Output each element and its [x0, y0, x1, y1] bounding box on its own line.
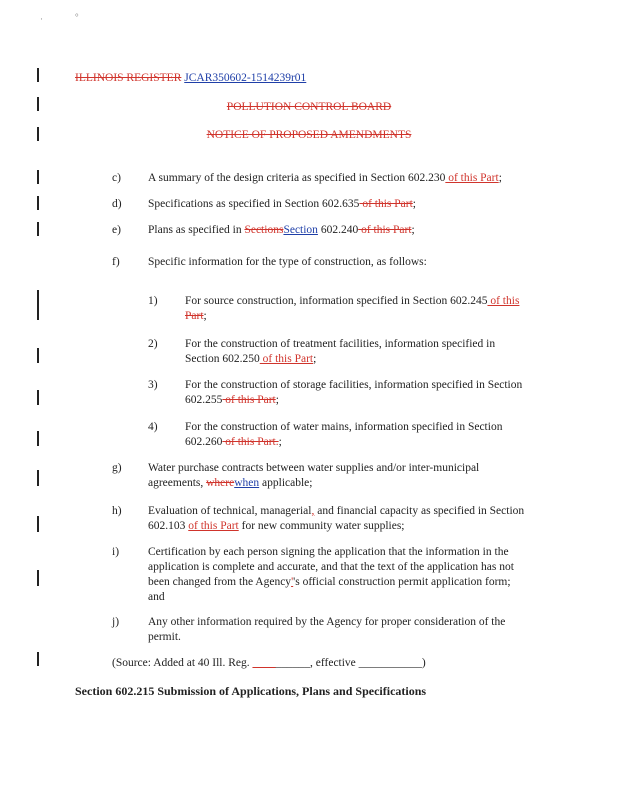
text-run: Plans as specified in — [148, 224, 245, 236]
deleted-text: of this Part — [359, 198, 413, 210]
source-note: (Source: Added at 40 Ill. Reg. __________, effective ___________) — [112, 657, 426, 669]
text-run: for new community water supplies; — [238, 520, 405, 532]
text-run: 602.260 — [185, 436, 223, 448]
register-header — [75, 71, 306, 86]
item-text-line — [148, 476, 312, 491]
item-text-line — [185, 294, 519, 309]
item-text-line — [148, 575, 511, 590]
item-label: g) — [112, 462, 122, 474]
scan-mark: · — [40, 14, 43, 24]
item-text-line — [148, 223, 415, 238]
inserted-text: of this Part — [188, 520, 239, 532]
text-run: permit. — [148, 631, 181, 643]
item-label: 4) — [148, 421, 158, 433]
deleted-text: where — [206, 477, 235, 489]
text-run: Specific information for the type of construction, as follows: — [148, 256, 427, 268]
change-bar — [37, 390, 39, 405]
item-text-line — [185, 393, 279, 408]
change-bar — [37, 290, 39, 320]
text-run: ; — [498, 172, 502, 184]
item-label: 2) — [148, 338, 158, 350]
change-bar — [37, 516, 39, 532]
inserted-text: ' — [291, 576, 294, 588]
text-run: applicable; — [259, 477, 313, 489]
item-label: d) — [112, 198, 122, 210]
item-text-line — [185, 352, 316, 367]
item-text-line — [185, 420, 502, 435]
item-label: 3) — [148, 379, 158, 391]
register-inserted: JCAR350602-1514239r01 — [184, 72, 307, 84]
text-run: been changed from the Agency — [148, 576, 292, 588]
deleted-text: Sections — [244, 224, 284, 236]
item-text-line — [185, 337, 495, 352]
text-run: ; — [411, 224, 415, 236]
item-text-line — [185, 378, 522, 393]
text-run: For the construction of storage facilities, information specified in Section — [185, 379, 523, 391]
text-run: 602.255 — [185, 394, 223, 406]
inserted-text: of this — [487, 295, 520, 307]
deleted-text: of this Part. — [222, 436, 279, 448]
item-text-line — [148, 615, 505, 630]
item-text-line — [148, 171, 502, 186]
item-label: h) — [112, 505, 122, 517]
text-run: Any other information required by the Agency for proper consideration of the — [148, 616, 506, 628]
change-bar — [37, 570, 39, 586]
text-run: 602.103 — [148, 520, 189, 532]
item-text-line — [148, 590, 165, 605]
item-label: e) — [112, 224, 121, 236]
register-deleted: ILLINOIS REGISTER — [75, 72, 182, 84]
change-bar — [37, 348, 39, 363]
text-run: 602.240 — [317, 224, 359, 236]
deleted-text: of this Part — [358, 224, 412, 236]
text-run: Specifications as specified in Section 602.635 — [148, 198, 360, 210]
item-label: f) — [112, 256, 120, 268]
change-bar — [37, 170, 39, 184]
section-heading: Section 602.215 Submission of Applications, Plans and Specifications — [75, 684, 427, 698]
inserted-text: of this Part — [445, 172, 499, 184]
text-run: For source construction, information specified in Section 602.245 — [185, 295, 488, 307]
change-bar — [37, 196, 39, 210]
item-text-line — [148, 197, 416, 212]
inserted-text: of this Part — [259, 353, 314, 365]
deleted-text: Part — [185, 310, 204, 322]
change-bar — [37, 68, 39, 82]
item-label: c) — [112, 172, 121, 184]
notice-title: NOTICE OF PROPOSED AMENDMENTS — [206, 129, 412, 141]
change-bar — [37, 470, 39, 486]
text-run: For the construction of treatment facilities, information specified in — [185, 338, 496, 350]
change-bar — [37, 431, 39, 446]
item-label: j) — [112, 616, 120, 628]
item-label: i) — [112, 546, 120, 558]
text-run: and financial capacity as specified in Section — [314, 505, 525, 517]
text-run: Water purchase contracts between water supplies and/or inter-municipal — [148, 462, 480, 474]
text-run: agreements, — [148, 477, 207, 489]
text-run: ; — [412, 198, 416, 210]
text-run: ; — [203, 310, 207, 322]
text-run: Certification by each person signing the application that the information in the — [148, 546, 509, 558]
item-text-line — [148, 519, 405, 534]
scan-mark: ° — [75, 12, 79, 22]
item-text-line — [148, 630, 181, 645]
text-run: For the construction of water mains, information specified in Section — [185, 421, 503, 433]
text-run: application is complete and accurate, and that the text of the application has not — [148, 561, 514, 573]
text-run: ; — [278, 436, 282, 448]
inserted-text: Section — [283, 224, 318, 236]
item-text-line — [148, 560, 514, 575]
change-bar — [37, 222, 39, 236]
text-run: ; — [275, 394, 279, 406]
text-run: 's official construction permit application form; — [293, 576, 511, 588]
text-run: Evaluation of technical, managerial — [148, 505, 312, 517]
board-title: POLLUTION CONTROL BOARD — [226, 101, 392, 113]
item-text-line — [185, 435, 282, 450]
change-bar — [37, 652, 39, 666]
item-text-line — [148, 255, 427, 270]
inserted-text: , — [311, 505, 315, 517]
item-text-line — [148, 461, 479, 476]
item-label: 1) — [148, 295, 158, 307]
item-text-line — [148, 504, 524, 519]
deleted-text: of this Part — [222, 394, 276, 406]
text-run: and — [148, 591, 165, 603]
item-text-line — [185, 309, 207, 324]
item-text-line — [148, 545, 509, 560]
text-run: A summary of the design criteria as specified in Section 602.230 — [148, 172, 446, 184]
text-run: ; — [313, 353, 317, 365]
text-run: Section 602.250 — [185, 353, 260, 365]
inserted-text: when — [234, 477, 260, 489]
